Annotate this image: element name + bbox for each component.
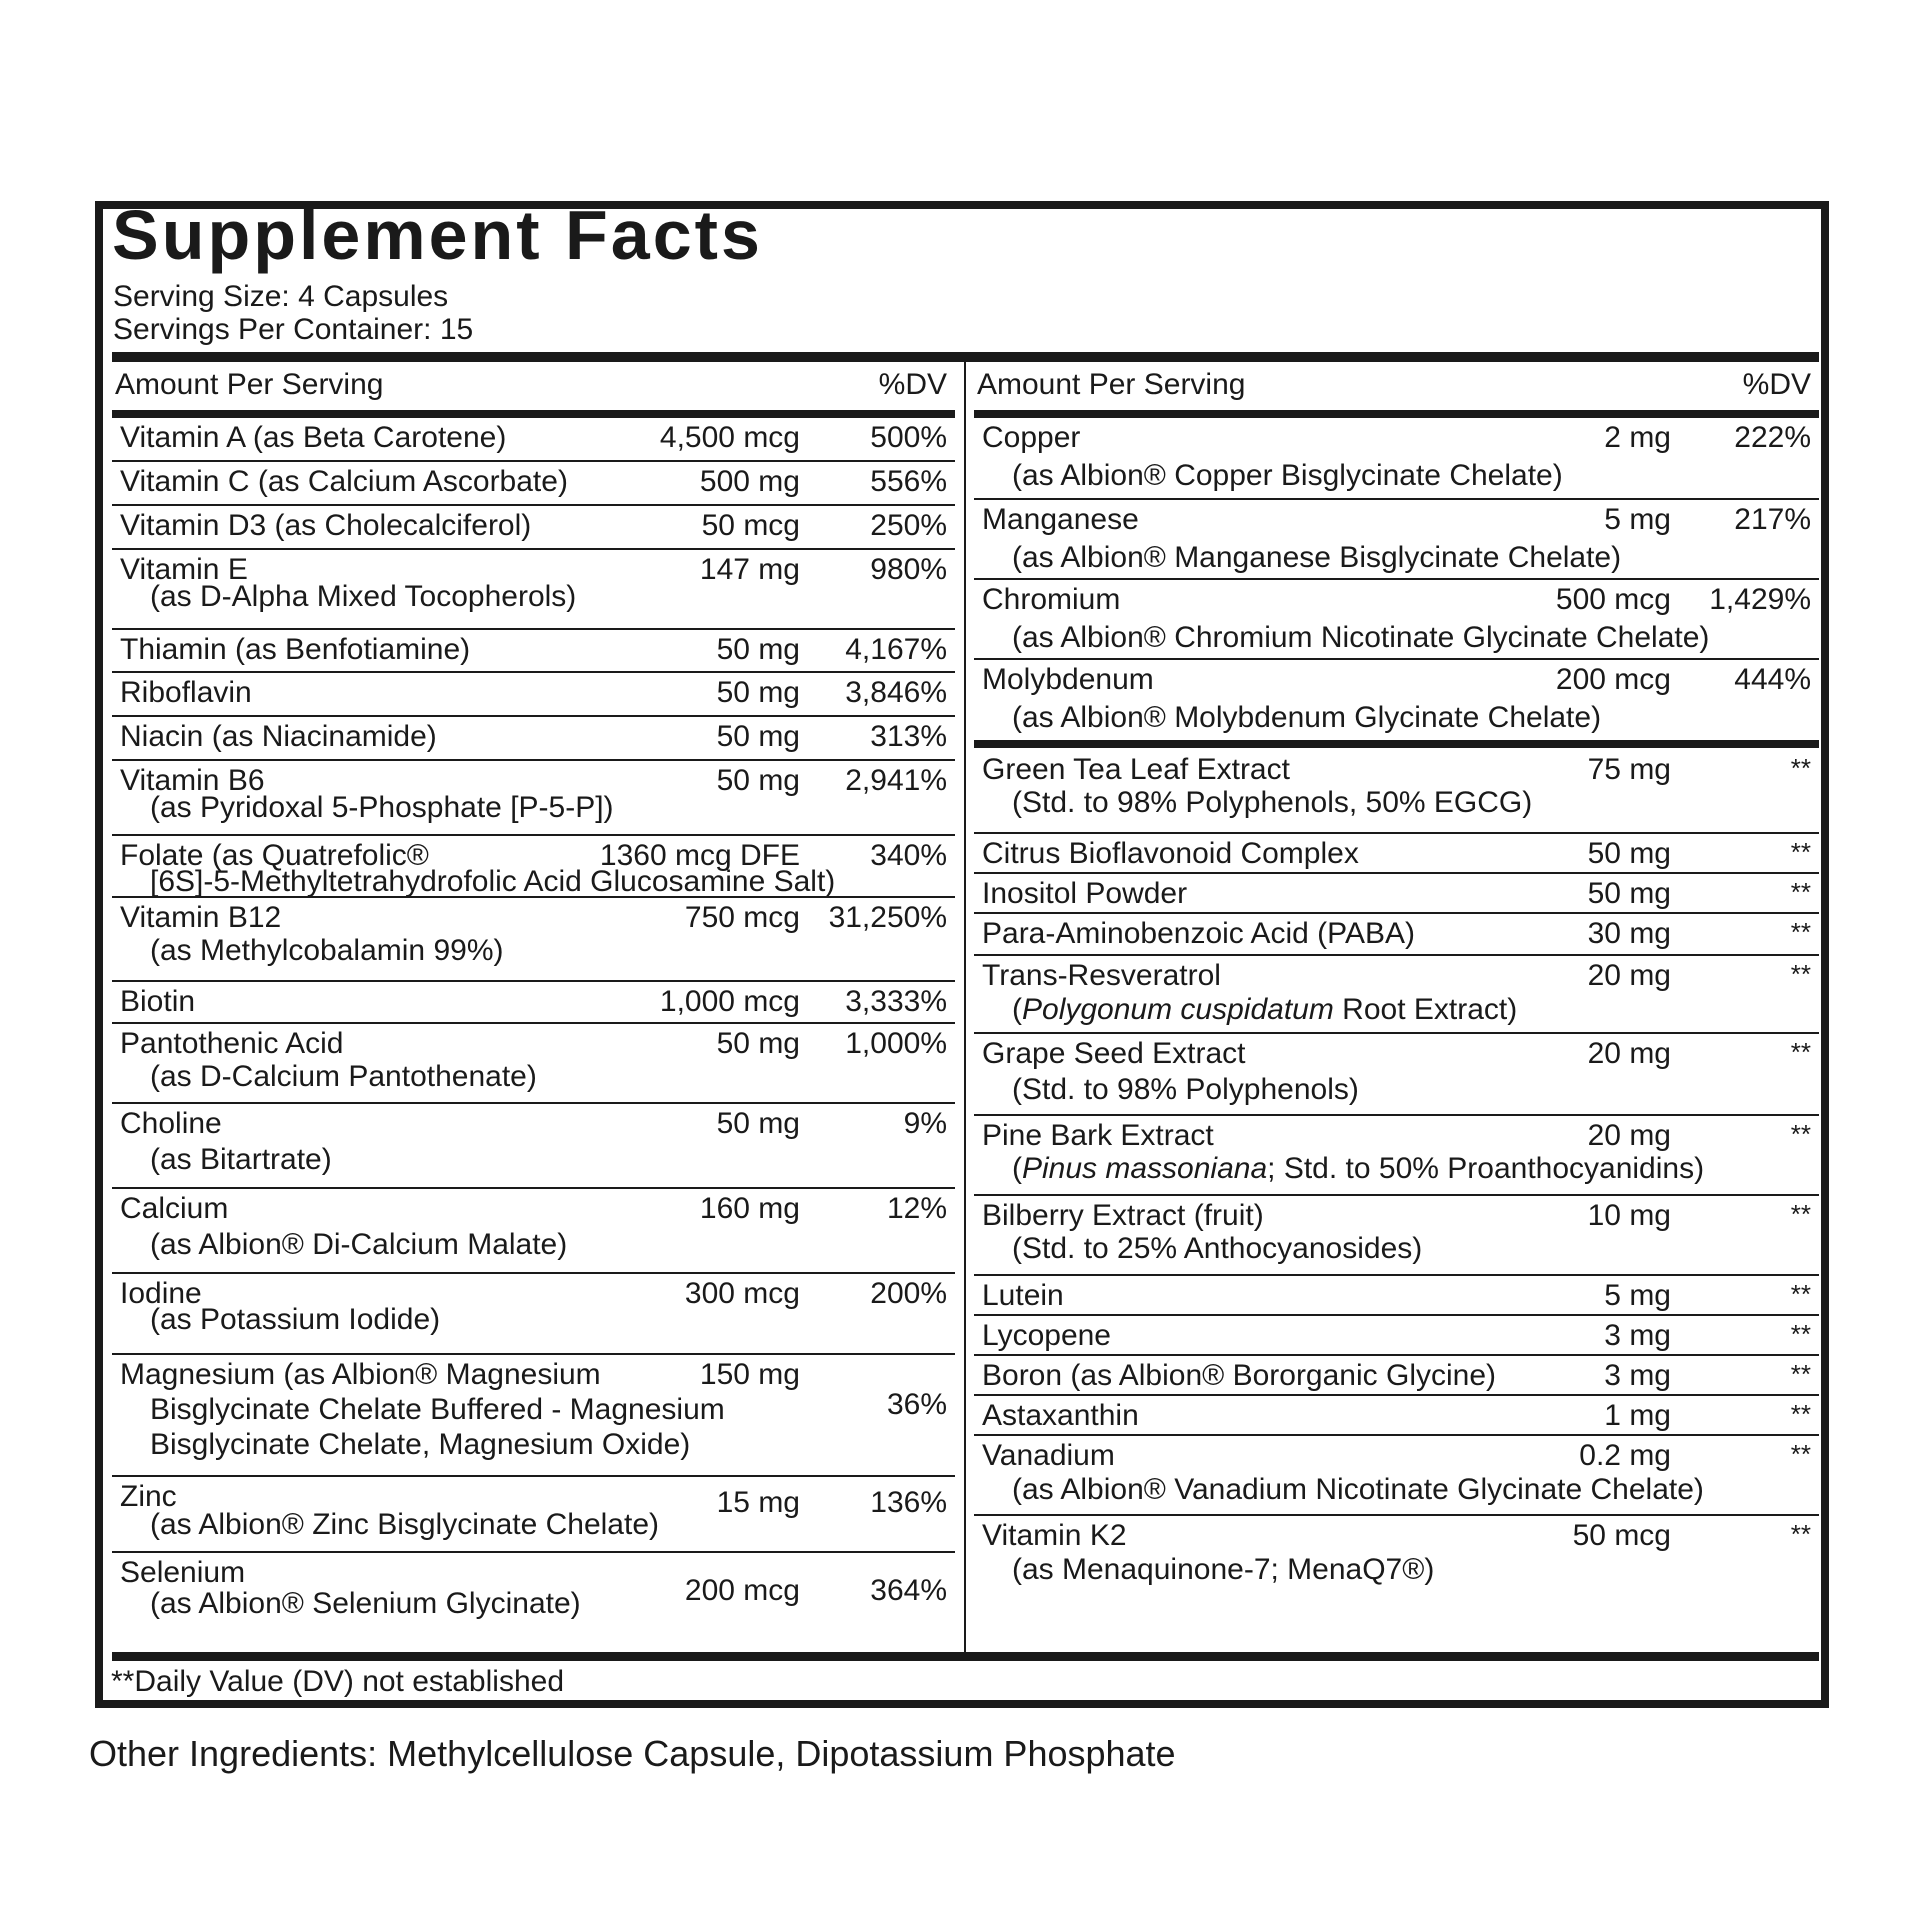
nutrient-amount: 50 mg	[716, 676, 800, 709]
nutrient-row	[112, 759, 955, 834]
nutrient-amount: 4,500 mcg	[659, 421, 800, 454]
nutrient-amount: 500 mg	[699, 465, 800, 498]
other-ingredients: Other Ingredients: Methylcellulose Capsule, Dipotassium Phosphate	[89, 1733, 1176, 1774]
nutrient-row	[974, 418, 1819, 498]
nutrient-dv: 444%	[1734, 663, 1811, 696]
nutrient-dv: 340%	[870, 839, 947, 872]
nutrient-row	[112, 504, 955, 548]
nutrient-amount: 3 mg	[1604, 1319, 1671, 1352]
nutrient-amount: 50 mg	[1587, 837, 1671, 870]
nutrient-amount: 15 mg	[716, 1486, 800, 1519]
nutrient-amount: 1360 mcg DFE	[599, 839, 800, 872]
amount-per-serving-label: Amount Per Serving	[977, 368, 1246, 401]
nutrient-amount: 500 mcg	[1555, 583, 1671, 616]
nutrient-name: Lutein	[982, 1279, 1064, 1312]
nutrient-name: Calcium	[120, 1192, 229, 1225]
nutrient-amount: 50 mg	[716, 720, 800, 753]
nutrient-amount: 10 mg	[1587, 1199, 1671, 1232]
nutrient-amount: 300 mcg	[684, 1277, 800, 1310]
nutrient-dv: 3,333%	[845, 985, 947, 1018]
nutrient-dv: **	[1790, 1519, 1811, 1549]
dv-label: %DV	[878, 368, 947, 401]
nutrient-amount: 5 mg	[1604, 1279, 1671, 1312]
nutrient-row	[112, 1475, 955, 1551]
nutrient-name: Biotin	[120, 985, 196, 1018]
nutrient-amount: 1 mg	[1604, 1399, 1671, 1432]
nutrient-source: (as Albion® Copper Bisglycinate Chelate)	[1012, 459, 1563, 492]
nutrient-amount: 50 mcg	[1572, 1519, 1671, 1552]
nutrient-row	[112, 1272, 955, 1353]
right-column-header	[974, 362, 1819, 410]
header-divider	[112, 352, 1819, 362]
nutrient-name: Vanadium	[982, 1439, 1115, 1472]
nutrient-amount: 5 mg	[1604, 503, 1671, 536]
nutrient-name: Vitamin C (as Calcium Ascorbate)	[120, 465, 568, 498]
nutrient-dv: **	[1790, 1037, 1811, 1067]
nutrient-name: Copper	[982, 421, 1081, 454]
nutrient-amount: 50 mg	[716, 1107, 800, 1140]
right-header-bar	[974, 410, 1819, 418]
nutrient-name: Molybdenum	[982, 663, 1154, 696]
nutrient-name: Astaxanthin	[982, 1399, 1139, 1432]
nutrient-amount: 2 mg	[1604, 421, 1671, 454]
footer-divider	[112, 1652, 1819, 1661]
left-column	[112, 362, 955, 1652]
source-prefix: (	[1012, 993, 1022, 1026]
nutrient-dv: 12%	[886, 1192, 947, 1225]
nutrient-name: Vitamin E	[120, 553, 248, 586]
nutrient-source: (Std. to 98% Polyphenols, 50% EGCG)	[1012, 786, 1533, 819]
nutrient-row	[112, 896, 955, 980]
nutrient-dv: **	[1790, 1399, 1811, 1429]
nutrient-name: Grape Seed Extract	[982, 1037, 1246, 1070]
nutrient-source: (as Albion® Vanadium Nicotinate Glycinate Chelate)	[1012, 1473, 1704, 1506]
nutrient-dv: **	[1790, 1279, 1811, 1309]
amount-per-serving-label: Amount Per Serving	[115, 368, 384, 401]
nutrient-row	[974, 954, 1819, 1032]
nutrient-dv: **	[1790, 837, 1811, 867]
nutrient-row	[974, 578, 1819, 658]
nutrient-source: (as Albion® Chromium Nicotinate Glycinate Chelate)	[1012, 621, 1710, 654]
nutrient-row	[974, 750, 1819, 832]
nutrient-name: Pine Bark Extract	[982, 1119, 1214, 1152]
nutrient-source: (as Methylcobalamin 99%)	[150, 934, 504, 967]
nutrient-name: Citrus Bioflavonoid Complex	[982, 837, 1359, 870]
nutrient-row	[112, 628, 955, 671]
nutrient-name: Pantothenic Acid	[120, 1027, 344, 1060]
nutrient-dv: 2,941%	[845, 764, 947, 797]
nutrient-row	[974, 1394, 1819, 1434]
nutrient-source: (as Albion® Manganese Bisglycinate Chelate)	[1012, 541, 1622, 574]
nutrient-dv: **	[1790, 1199, 1811, 1229]
nutrient-row	[974, 1314, 1819, 1354]
nutrient-name: Riboflavin	[120, 676, 252, 709]
nutrient-row	[974, 1114, 1819, 1194]
nutrient-dv: 217%	[1734, 503, 1811, 536]
nutrient-amount: 0.2 mg	[1579, 1439, 1671, 1472]
nutrient-row	[974, 1434, 1819, 1514]
nutrient-row	[974, 872, 1819, 912]
nutrient-source: (as Pyridoxal 5-Phosphate [P-5-P])	[150, 791, 614, 824]
nutrient-amount: 200 mcg	[1555, 663, 1671, 696]
nutrient-dv: **	[1790, 1119, 1811, 1149]
nutrient-source: (as Albion® Zinc Bisglycinate Chelate)	[150, 1508, 660, 1541]
nutrient-row	[112, 1187, 955, 1272]
nutrient-name: Zinc	[120, 1480, 177, 1513]
servings-per-container: Servings Per Container: 15	[113, 313, 474, 346]
nutrient-dv: **	[1790, 877, 1811, 907]
nutrient-name: Boron (as Albion® Bororganic Glycine)	[982, 1359, 1497, 1392]
nutrient-amount: 30 mg	[1587, 917, 1671, 950]
nutrient-name: Lycopene	[982, 1319, 1111, 1352]
nutrient-amount: 147 mg	[699, 553, 800, 586]
nutrient-dv: **	[1790, 753, 1811, 783]
nutrient-source	[1012, 1151, 1704, 1187]
botanical-name: Polygonum cuspidatum	[1022, 993, 1334, 1026]
nutrient-dv: 250%	[870, 509, 947, 542]
nutrient-amount: 3 mg	[1604, 1359, 1671, 1392]
nutrient-row	[112, 1353, 955, 1475]
nutrient-row	[974, 1194, 1819, 1274]
left-header-bar	[112, 410, 955, 418]
nutrient-name: Iodine	[120, 1277, 202, 1310]
nutrient-amount: 50 mg	[716, 1027, 800, 1060]
nutrient-row	[112, 460, 955, 504]
nutrient-amount: 1,000 mcg	[659, 985, 800, 1018]
nutrient-dv: 200%	[870, 1277, 947, 1310]
nutrient-name: Vitamin K2	[982, 1519, 1127, 1552]
nutrient-dv: 3,846%	[845, 676, 947, 709]
nutrient-source-continued: Bisglycinate Chelate, Magnesium Oxide)	[150, 1428, 691, 1461]
nutrient-name: Vitamin A (as Beta Carotene)	[120, 421, 507, 454]
nutrient-amount: 50 mg	[1587, 877, 1671, 910]
nutrient-amount: 20 mg	[1587, 1037, 1671, 1070]
source-prefix: (	[1012, 1152, 1022, 1185]
nutrient-amount: 50 mcg	[701, 509, 800, 542]
nutrient-name: Manganese	[982, 503, 1139, 536]
nutrient-dv: 9%	[903, 1107, 947, 1140]
nutrient-source	[1012, 992, 1517, 1028]
nutrient-name: Thiamin (as Benfotiamine)	[120, 633, 471, 666]
nutrient-amount: 50 mg	[716, 633, 800, 666]
nutrient-dv: 500%	[870, 421, 947, 454]
nutrient-amount: 150 mg	[699, 1358, 800, 1391]
nutrient-row	[112, 418, 955, 460]
nutrient-amount: 200 mcg	[684, 1574, 800, 1607]
nutrient-source: (Std. to 98% Polyphenols)	[1012, 1073, 1359, 1106]
nutrient-row	[112, 834, 955, 896]
nutrient-dv: **	[1790, 959, 1811, 989]
panel-title: Supplement Facts	[112, 196, 763, 274]
nutrient-source: (as Bitartrate)	[150, 1143, 332, 1176]
nutrient-row	[112, 548, 955, 628]
nutrient-amount: 160 mg	[699, 1192, 800, 1225]
nutrient-row	[112, 671, 955, 715]
nutrient-dv: 980%	[870, 553, 947, 586]
nutrient-amount: 50 mg	[716, 764, 800, 797]
nutrient-row	[974, 912, 1819, 954]
nutrient-dv: 222%	[1734, 421, 1811, 454]
section-divider	[974, 740, 1819, 748]
nutrient-dv: 136%	[870, 1486, 947, 1519]
source-suffix: Root Extract)	[1333, 993, 1518, 1026]
nutrient-dv: **	[1790, 1319, 1811, 1349]
nutrient-source: (as Albion® Molybdenum Glycinate Chelate)	[1012, 701, 1602, 734]
botanical-name: Pinus massoniana	[1022, 1152, 1268, 1185]
nutrient-row	[112, 1022, 955, 1102]
nutrient-row	[974, 1514, 1819, 1594]
column-divider	[964, 362, 966, 1652]
nutrient-row	[974, 1274, 1819, 1314]
nutrient-name: Trans-Resveratrol	[982, 959, 1221, 992]
nutrient-row	[112, 1102, 955, 1187]
nutrient-name: Bilberry Extract (fruit)	[982, 1199, 1264, 1232]
nutrient-row	[974, 832, 1819, 872]
nutrient-row	[974, 498, 1819, 578]
nutrient-dv: **	[1790, 917, 1811, 947]
serving-size: Serving Size: 4 Capsules	[113, 280, 449, 313]
nutrient-name: Selenium	[120, 1556, 246, 1589]
nutrient-name: Vitamin D3 (as Cholecalciferol)	[120, 509, 532, 542]
nutrient-source: (as D-Alpha Mixed Tocopherols)	[150, 580, 577, 613]
nutrient-source: (as D-Calcium Pantothenate)	[150, 1060, 537, 1093]
dv-label: %DV	[1742, 368, 1811, 401]
nutrient-dv: 36%	[886, 1388, 947, 1421]
nutrient-name: Vitamin B12	[120, 901, 282, 934]
nutrient-row	[112, 980, 955, 1022]
nutrient-source: (as Menaquinone-7; MenaQ7®)	[1012, 1553, 1435, 1586]
nutrient-dv: 313%	[870, 720, 947, 753]
nutrient-row	[974, 658, 1819, 738]
nutrient-dv: 1,429%	[1709, 583, 1811, 616]
nutrient-name: Choline	[120, 1107, 222, 1140]
nutrient-source: [6S]-5-Methyltetrahydrofolic Acid Glucosamine Salt)	[150, 865, 836, 898]
nutrient-source: (Std. to 25% Anthocyanosides)	[1012, 1232, 1423, 1265]
nutrient-name: Green Tea Leaf Extract	[982, 753, 1290, 786]
nutrient-amount: 20 mg	[1587, 959, 1671, 992]
nutrient-dv: 1,000%	[845, 1027, 947, 1060]
nutrient-name: Magnesium (as Albion® Magnesium	[120, 1358, 601, 1391]
nutrient-name: Chromium	[982, 583, 1121, 616]
nutrient-row	[974, 1354, 1819, 1394]
nutrient-name: Vitamin B6	[120, 764, 265, 797]
nutrient-name: Para-Aminobenzoic Acid (PABA)	[982, 917, 1415, 950]
nutrient-source: Bisglycinate Chelate Buffered - Magnesium	[150, 1393, 725, 1426]
nutrient-source: (as Potassium Iodide)	[150, 1303, 441, 1336]
nutrient-dv: **	[1790, 1439, 1811, 1469]
left-column-header	[112, 362, 955, 410]
source-suffix: ; Std. to 50% Proanthocyanidins)	[1267, 1152, 1705, 1185]
nutrient-row	[112, 1551, 955, 1631]
nutrient-row	[974, 1032, 1819, 1114]
nutrient-source: (as Albion® Di-Calcium Malate)	[150, 1228, 568, 1261]
nutrient-dv: 4,167%	[845, 633, 947, 666]
nutrient-name: Niacin (as Niacinamide)	[120, 720, 437, 753]
nutrient-amount: 75 mg	[1587, 753, 1671, 786]
nutrient-amount: 750 mcg	[684, 901, 800, 934]
nutrient-source: (as Albion® Selenium Glycinate)	[150, 1587, 581, 1620]
nutrient-dv: 556%	[870, 465, 947, 498]
nutrient-dv: 31,250%	[828, 901, 947, 934]
nutrient-amount: 20 mg	[1587, 1119, 1671, 1152]
nutrient-dv: 364%	[870, 1574, 947, 1607]
right-column	[974, 362, 1819, 1652]
nutrient-name: Folate (as Quatrefolic®	[120, 839, 429, 872]
nutrient-row	[112, 715, 955, 759]
nutrient-name: Inositol Powder	[982, 877, 1188, 910]
footnote: **Daily Value (DV) not established	[111, 1665, 565, 1698]
nutrient-dv: **	[1790, 1359, 1811, 1389]
